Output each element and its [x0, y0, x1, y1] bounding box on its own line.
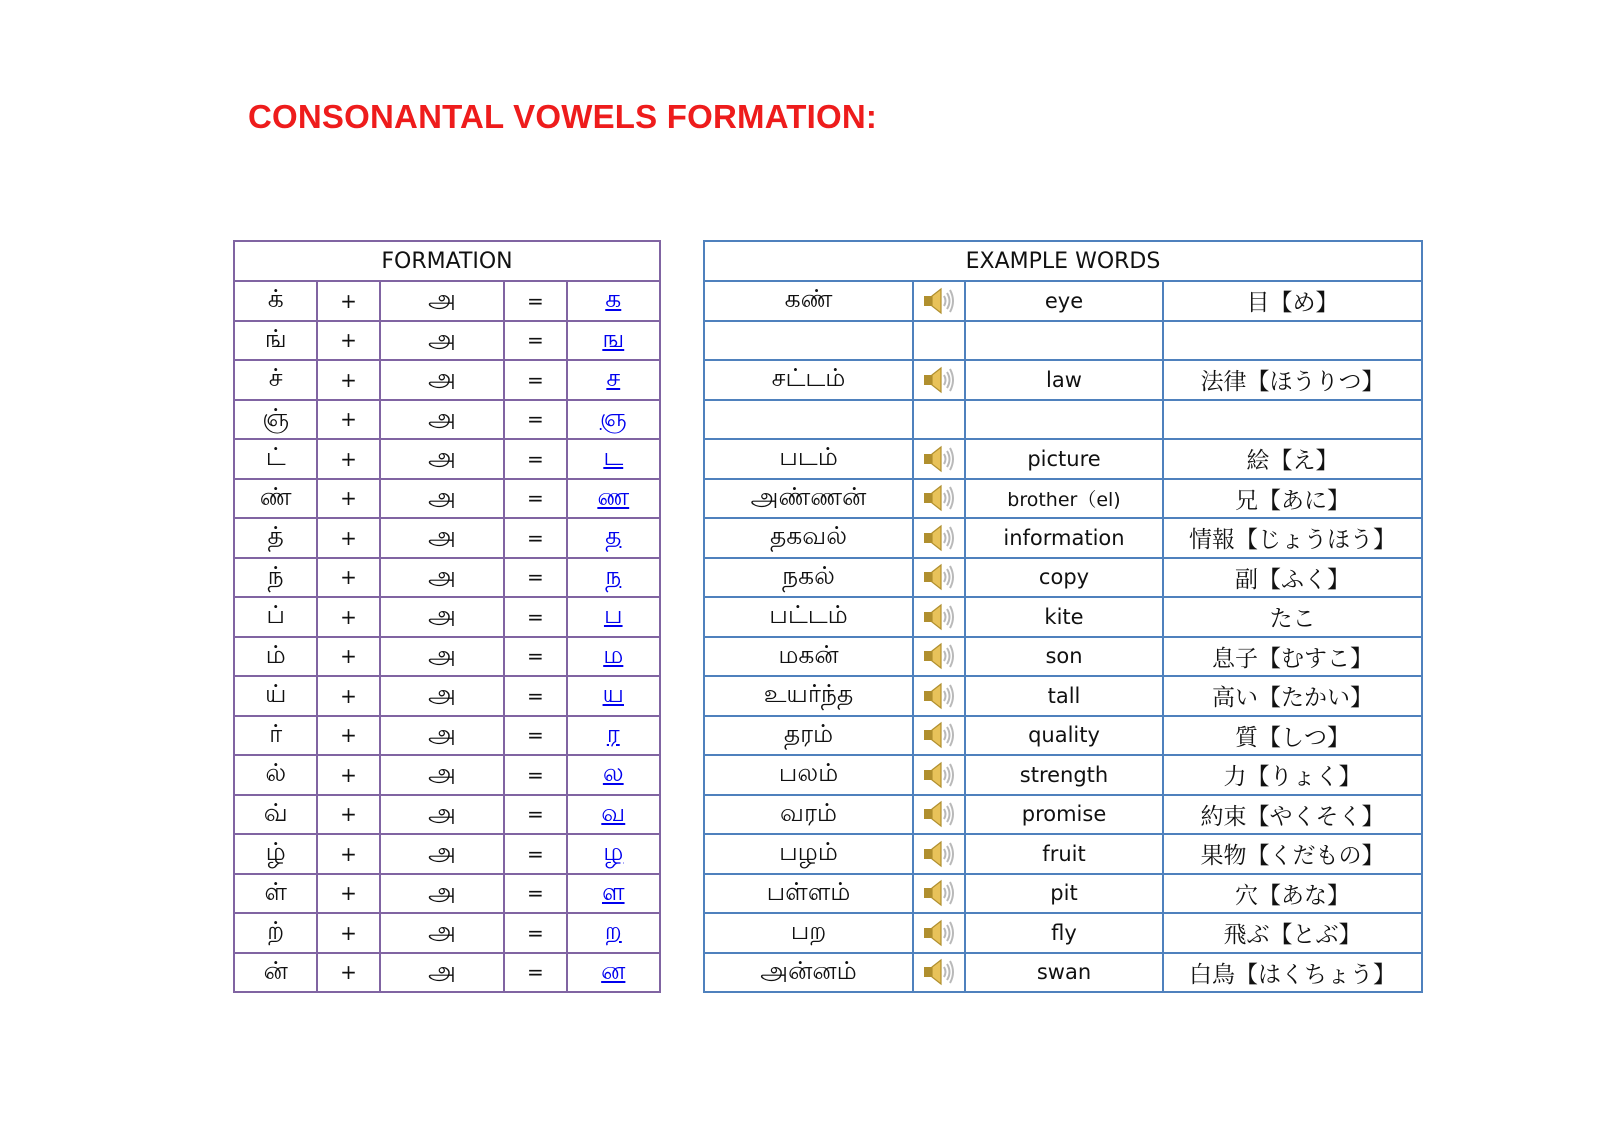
audio-cell[interactable] [913, 281, 965, 321]
plus-sign: + [317, 558, 379, 598]
consonant-cell: ப் [234, 597, 317, 637]
formation-row [234, 716, 660, 756]
audio-cell[interactable] [913, 637, 965, 677]
consonant-cell: த் [234, 518, 317, 558]
vowel-cell: அ [380, 953, 505, 993]
result-link[interactable]: ண [567, 479, 660, 519]
consonant-cell: க் [234, 281, 317, 321]
plus-sign: + [317, 518, 379, 558]
result-link[interactable]: ற [567, 913, 660, 953]
example-row [704, 716, 1422, 756]
english-meaning: kite [965, 597, 1163, 637]
audio-cell[interactable] [913, 874, 965, 914]
tamil-word: தகவல் [704, 518, 913, 558]
result-link[interactable]: ல [567, 755, 660, 795]
formation-row [234, 913, 660, 953]
equals-sign: = [504, 874, 566, 914]
japanese-meaning [1163, 321, 1422, 361]
vowel-cell: அ [380, 676, 505, 716]
result-link[interactable]: த [567, 518, 660, 558]
consonant-cell: ட் [234, 439, 317, 479]
english-meaning: picture [965, 439, 1163, 479]
example-row [704, 558, 1422, 598]
example-row [704, 597, 1422, 637]
english-meaning: eye [965, 281, 1163, 321]
speaker-icon[interactable] [922, 799, 956, 829]
equals-sign: = [504, 834, 566, 874]
consonant-cell: ய் [234, 676, 317, 716]
consonant-cell: ற் [234, 913, 317, 953]
formation-header: FORMATION [234, 241, 660, 281]
consonant-cell: ம் [234, 637, 317, 677]
audio-cell[interactable] [913, 795, 965, 835]
formation-row [234, 953, 660, 993]
equals-sign: = [504, 281, 566, 321]
result-link[interactable]: ய [567, 676, 660, 716]
formation-row [234, 518, 660, 558]
vowel-cell: அ [380, 360, 505, 400]
tamil-word [704, 400, 913, 440]
vowel-cell: அ [380, 597, 505, 637]
speaker-icon[interactable] [922, 483, 956, 513]
result-link[interactable]: ர [567, 716, 660, 756]
example-row [704, 321, 1422, 361]
plus-sign: + [317, 795, 379, 835]
audio-cell[interactable] [913, 913, 965, 953]
result-link[interactable]: ன [567, 953, 660, 993]
consonant-cell: ஞ் [234, 400, 317, 440]
english-meaning: copy [965, 558, 1163, 598]
equals-sign: = [504, 400, 566, 440]
example-row [704, 479, 1422, 519]
japanese-meaning: 高い【たかい】 [1163, 676, 1422, 716]
consonant-cell: ள் [234, 874, 317, 914]
formation-row [234, 360, 660, 400]
plus-sign: + [317, 834, 379, 874]
vowel-cell: அ [380, 913, 505, 953]
tamil-word: பள்ளம் [704, 874, 913, 914]
speaker-icon[interactable] [922, 957, 956, 987]
tamil-word: பட்டம் [704, 597, 913, 637]
plus-sign: + [317, 400, 379, 440]
plus-sign: + [317, 953, 379, 993]
japanese-meaning: 飛ぶ【とぶ】 [1163, 913, 1422, 953]
tamil-word: உயர்ந்த [704, 676, 913, 716]
japanese-meaning: 兄【あに】 [1163, 479, 1422, 519]
audio-cell[interactable] [913, 597, 965, 637]
consonant-cell: ந் [234, 558, 317, 598]
consonant-cell: ன் [234, 953, 317, 993]
example-row [704, 795, 1422, 835]
formation-row [234, 755, 660, 795]
speaker-icon[interactable] [922, 641, 956, 671]
example-words-body [704, 281, 1422, 992]
english-meaning: promise [965, 795, 1163, 835]
speaker-icon[interactable] [922, 878, 956, 908]
speaker-icon[interactable] [922, 444, 956, 474]
japanese-meaning: 情報【じょうほう】 [1163, 518, 1422, 558]
result-link[interactable]: ந [567, 558, 660, 598]
plus-sign: + [317, 360, 379, 400]
tamil-word: பழம் [704, 834, 913, 874]
vowel-cell: அ [380, 518, 505, 558]
english-meaning [965, 400, 1163, 440]
japanese-meaning: 目【め】 [1163, 281, 1422, 321]
tamil-word: படம் [704, 439, 913, 479]
vowel-cell: அ [380, 400, 505, 440]
plus-sign: + [317, 439, 379, 479]
audio-cell[interactable] [913, 360, 965, 400]
formation-row [234, 637, 660, 677]
formation-row [234, 597, 660, 637]
example-row [704, 637, 1422, 677]
vowel-cell: அ [380, 321, 505, 361]
consonant-cell: ங் [234, 321, 317, 361]
equals-sign: = [504, 913, 566, 953]
plus-sign: + [317, 676, 379, 716]
formation-body [234, 281, 660, 992]
english-meaning: son [965, 637, 1163, 677]
example-row [704, 834, 1422, 874]
plus-sign: + [317, 755, 379, 795]
english-meaning: swan [965, 953, 1163, 993]
example-row [704, 913, 1422, 953]
audio-cell[interactable] [913, 834, 965, 874]
tamil-word: கண் [704, 281, 913, 321]
english-meaning: strength [965, 755, 1163, 795]
vowel-cell: அ [380, 795, 505, 835]
consonant-cell: ண் [234, 479, 317, 519]
tamil-word: அண்ணன் [704, 479, 913, 519]
result-link[interactable]: ச [567, 360, 660, 400]
japanese-meaning: 質【しつ】 [1163, 716, 1422, 756]
japanese-meaning: 穴【あな】 [1163, 874, 1422, 914]
equals-sign: = [504, 676, 566, 716]
example-row [704, 676, 1422, 716]
audio-cell[interactable] [913, 676, 965, 716]
english-meaning: pit [965, 874, 1163, 914]
consonant-cell: ல் [234, 755, 317, 795]
speaker-icon[interactable] [922, 918, 956, 948]
formation-row [234, 439, 660, 479]
english-meaning: fruit [965, 834, 1163, 874]
vowel-cell: அ [380, 834, 505, 874]
vowel-cell: அ [380, 716, 505, 756]
audio-cell[interactable] [913, 479, 965, 519]
formation-row [234, 874, 660, 914]
result-link[interactable]: ங [567, 321, 660, 361]
speaker-icon[interactable] [922, 720, 956, 750]
example-row [704, 874, 1422, 914]
example-row [704, 755, 1422, 795]
example-words-header: EXAMPLE WORDS [704, 241, 1422, 281]
equals-sign: = [504, 755, 566, 795]
example-row [704, 953, 1422, 993]
example-row [704, 281, 1422, 321]
result-link[interactable]: ஞ [567, 400, 660, 440]
plus-sign: + [317, 874, 379, 914]
audio-cell[interactable] [913, 558, 965, 598]
equals-sign: = [504, 953, 566, 993]
plus-sign: + [317, 321, 379, 361]
audio-cell[interactable] [913, 716, 965, 756]
vowel-cell: அ [380, 281, 505, 321]
plus-sign: + [317, 281, 379, 321]
result-link[interactable]: ம [567, 637, 660, 677]
english-meaning: quality [965, 716, 1163, 756]
tamil-word: நகல் [704, 558, 913, 598]
result-link[interactable]: ள [567, 874, 660, 914]
japanese-meaning: 法律【ほうりつ】 [1163, 360, 1422, 400]
tamil-word: அன்னம் [704, 953, 913, 993]
plus-sign: + [317, 716, 379, 756]
plus-sign: + [317, 637, 379, 677]
japanese-meaning: たこ [1163, 597, 1422, 637]
example-row [704, 439, 1422, 479]
plus-sign: + [317, 479, 379, 519]
formation-row [234, 281, 660, 321]
result-link[interactable]: க [567, 281, 660, 321]
equals-sign: = [504, 558, 566, 598]
vowel-cell: அ [380, 637, 505, 677]
formation-row [234, 558, 660, 598]
consonant-cell: ச் [234, 360, 317, 400]
tamil-word [704, 321, 913, 361]
japanese-meaning: 白鳥【はくちょう】 [1163, 953, 1422, 993]
audio-cell[interactable] [913, 518, 965, 558]
formation-row [234, 676, 660, 716]
example-row [704, 518, 1422, 558]
vowel-cell: அ [380, 479, 505, 519]
audio-cell [913, 400, 965, 440]
example-row [704, 400, 1422, 440]
plus-sign: + [317, 597, 379, 637]
equals-sign: = [504, 716, 566, 756]
speaker-icon[interactable] [922, 365, 956, 395]
tamil-word: சட்டம் [704, 360, 913, 400]
consonant-cell: வ் [234, 795, 317, 835]
audio-cell[interactable] [913, 439, 965, 479]
japanese-meaning: 副【ふく】 [1163, 558, 1422, 598]
japanese-meaning: 力【りょく】 [1163, 755, 1422, 795]
english-meaning: tall [965, 676, 1163, 716]
speaker-icon[interactable] [922, 839, 956, 869]
vowel-cell: அ [380, 755, 505, 795]
japanese-meaning: 絵【え】 [1163, 439, 1422, 479]
page-title: CONSONANTAL VOWELS FORMATION: [248, 98, 878, 135]
consonant-cell: ர் [234, 716, 317, 756]
audio-cell[interactable] [913, 755, 965, 795]
plus-sign: + [317, 913, 379, 953]
formation-row [234, 479, 660, 519]
tamil-word: மகன் [704, 637, 913, 677]
equals-sign: = [504, 637, 566, 677]
japanese-meaning: 果物【くだもの】 [1163, 834, 1422, 874]
tamil-word: பலம் [704, 755, 913, 795]
speaker-icon[interactable] [922, 681, 956, 711]
formation-table [233, 240, 661, 993]
english-meaning: law [965, 360, 1163, 400]
japanese-meaning: 息子【むすこ】 [1163, 637, 1422, 677]
tamil-word: தரம் [704, 716, 913, 756]
speaker-icon[interactable] [922, 602, 956, 632]
speaker-icon[interactable] [922, 523, 956, 553]
equals-sign: = [504, 597, 566, 637]
audio-cell [913, 321, 965, 361]
equals-sign: = [504, 360, 566, 400]
speaker-icon[interactable] [922, 760, 956, 790]
english-meaning: information [965, 518, 1163, 558]
vowel-cell: அ [380, 558, 505, 598]
example-words-table [703, 240, 1423, 993]
result-link[interactable]: ழ [567, 834, 660, 874]
english-meaning [965, 321, 1163, 361]
consonant-cell: ழ் [234, 834, 317, 874]
vowel-cell: அ [380, 874, 505, 914]
formation-row [234, 795, 660, 835]
english-meaning: fly [965, 913, 1163, 953]
japanese-meaning: 約束【やくそく】 [1163, 795, 1422, 835]
speaker-icon[interactable] [922, 562, 956, 592]
speaker-icon[interactable] [922, 286, 956, 316]
equals-sign: = [504, 518, 566, 558]
result-link[interactable]: வ [567, 795, 660, 835]
formation-row [234, 400, 660, 440]
equals-sign: = [504, 795, 566, 835]
japanese-meaning [1163, 400, 1422, 440]
tamil-word: வரம் [704, 795, 913, 835]
formation-row [234, 834, 660, 874]
audio-cell[interactable] [913, 953, 965, 993]
result-link[interactable]: ட [567, 439, 660, 479]
english-meaning: brother（el) [965, 479, 1163, 519]
equals-sign: = [504, 479, 566, 519]
vowel-cell: அ [380, 439, 505, 479]
example-row [704, 360, 1422, 400]
formation-row [234, 321, 660, 361]
result-link[interactable]: ப [567, 597, 660, 637]
tamil-word: பற [704, 913, 913, 953]
equals-sign: = [504, 321, 566, 361]
equals-sign: = [504, 439, 566, 479]
